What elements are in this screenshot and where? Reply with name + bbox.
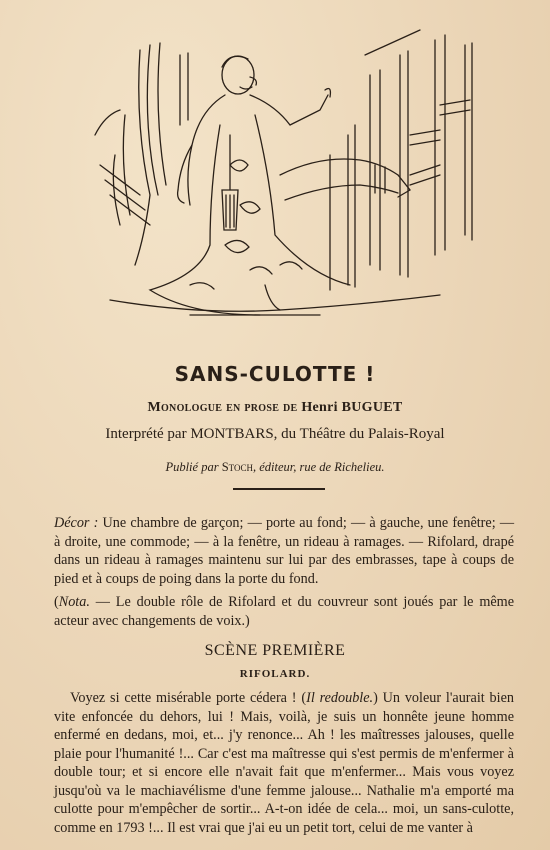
nota-text: — Le double rôle de Rifolard et du couvreur sont joués par le même acteur avec changements de voix.) xyxy=(54,594,514,629)
publisher-post: , éditeur, rue de Richelieu. xyxy=(252,460,385,474)
divider-rule xyxy=(233,488,325,490)
monologue-part1: Voyez si cette misérable porte cédera ! ( xyxy=(70,690,307,706)
decor-text: Une chambre de garçon; — porte au fond; — à gauche, une fenêtre; — à droite, une commode; — à la fenêtre, un rideau à ramages. — Rifolard, drapé dans un rideau à ramages maintenu sur lui par des embrasses, tape à coups de pied et à coups de poing dans la porte du fond. xyxy=(54,515,515,587)
decor-label: Décor : xyxy=(54,515,99,531)
monologue-part2: ) Un voleur l'aurait bien vite enfoncée du dehors, lui ! Mais, voilà, je suis un honnête jeune homme enfermé en dedans, moi, et... j'y renonce... Ah ! les maîtresses jalouses, quelle plaie pour l'humanité !... Car c'est ma maîtresse qui s'est permis de m'enfermer à double tour; et si encore elle n'avait fait que m'enfermer... Mais vous voyez jusqu'où va le machiavélisme d'une femme jalouse... Nathalie m'a emporté ma culotte pour m'empêcher de sortir... A-t-on idée de cela... moi, un sans-culotte, comme en 1793 !... Il est vrai que j'ai eu un petit tort, celui de me vanter à xyxy=(54,690,514,836)
subtitle-prefix: Monologue en prose de xyxy=(147,400,298,415)
scene-heading: SCÈNE PREMIÈRE xyxy=(204,642,346,659)
publisher-credit xyxy=(0,460,550,475)
publisher-name: Stoch xyxy=(221,460,253,474)
subtitle xyxy=(0,400,550,416)
monologue-text xyxy=(54,689,514,837)
decor-paragraph xyxy=(54,514,514,588)
nota-label: Nota. xyxy=(58,594,90,610)
nota-paragraph xyxy=(54,593,514,630)
character-name: RIFOLARD. xyxy=(239,668,311,680)
performer-credit: Interprété par MONTBARS, du Théâtre du Palais-Royal xyxy=(105,426,445,442)
nota-open: ( xyxy=(54,594,59,610)
stage-direction: Il redouble. xyxy=(306,690,374,706)
monologue-title: SANS-CULOTTE ! xyxy=(174,362,376,386)
author-name: Henri BUGUET xyxy=(301,400,403,415)
publisher-pre: Publié par xyxy=(165,460,219,474)
man-in-curtain-illustration xyxy=(80,15,480,335)
